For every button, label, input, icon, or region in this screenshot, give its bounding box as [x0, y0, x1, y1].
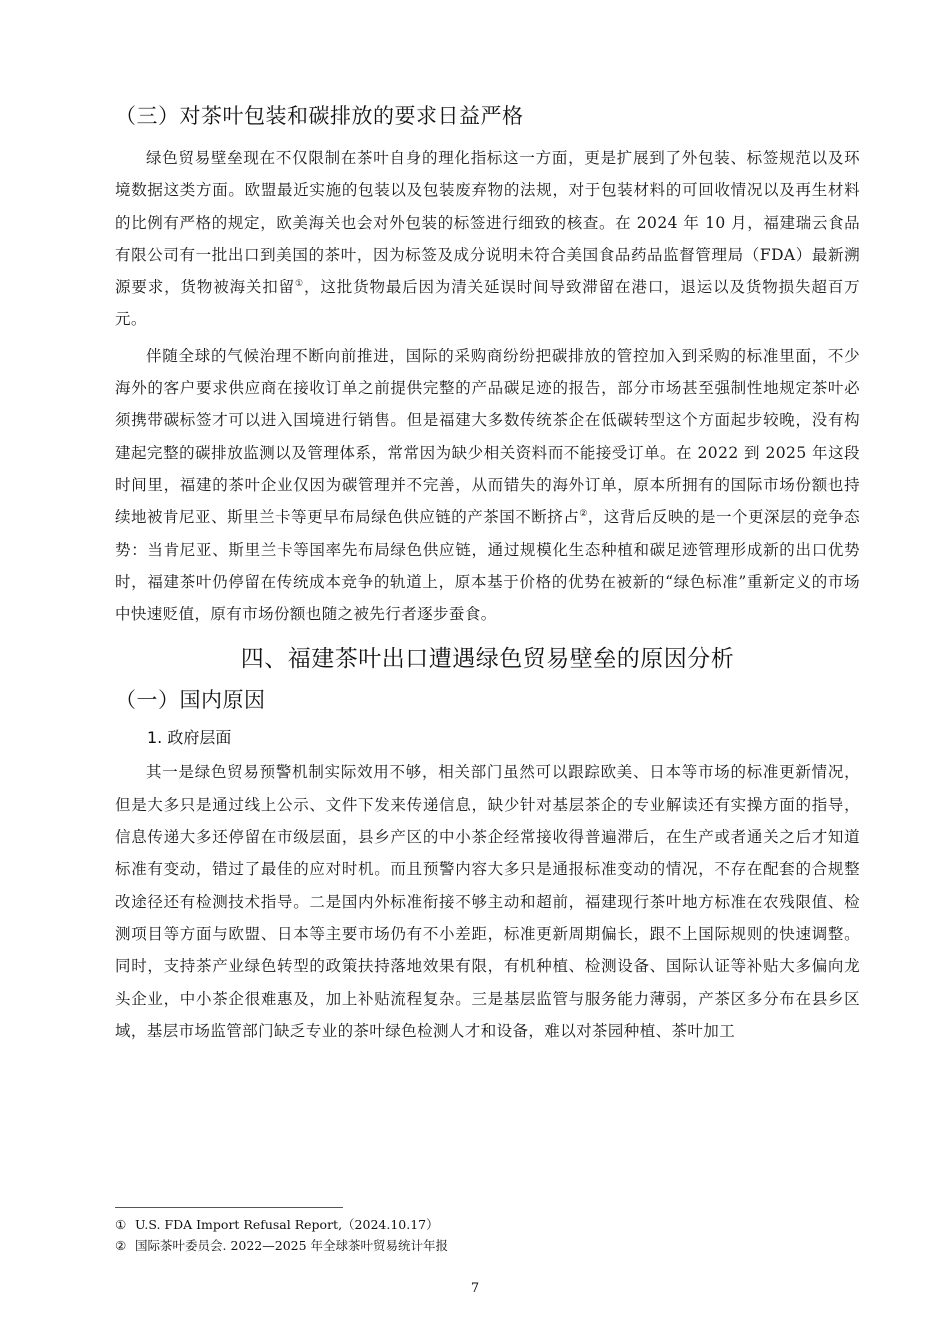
footnote-ref-2[interactable]: ②	[579, 509, 588, 520]
paragraph-packaging	[115, 142, 860, 336]
footnote-text: U.S. FDA Import Refusal Report,（2024.10.17）	[135, 1217, 439, 1232]
paragraph-text: ，这批货物最后因为清关延误时间导致滞留在港口，退运以及货物损失超百万元。	[115, 278, 860, 329]
footnote-marker: ②	[115, 1238, 127, 1253]
subsection-heading-3: （三）对茶叶包装和碳排放的要求日益严格	[115, 104, 524, 128]
page-number: 7	[470, 1281, 480, 1296]
footnotes	[115, 1214, 860, 1256]
footnote-2	[115, 1235, 860, 1256]
footnote-ref-1[interactable]: ①	[295, 279, 304, 290]
footnote-text: 国际茶叶委员会. 2022—2025 年全球茶叶贸易统计年报	[135, 1238, 449, 1253]
paragraph-text: ，这背后反映的是一个更深层的竞争态势：当肯尼亚、斯里兰卡等国率先布局绿色供应链，通过规模化生态种植和碳足迹管理形成新的出口优势时，福建茶叶仍停留在传统成本竞争的轨道上，原本基于价格的优势在被新的“绿色标准”重新定义的市场中快速贬值，原有市场份额也随之被先行者逐步蚕食。	[115, 508, 861, 624]
footnote-divider	[115, 1207, 343, 1208]
minor-heading-government: 1. 政府层面	[147, 728, 232, 748]
paragraph-carbon	[115, 340, 860, 631]
page-body	[115, 100, 860, 1047]
paragraph-government: 其一是绿色贸易预警机制实际效用不够，相关部门虽然可以跟踪欧美、日本等市场的标准更新情况，但是大多只是通过线上公示、文件下发来传递信息，缺少针对基层茶企的专业解读还有实操方面的指导，信息传递大多还停留在市级层面，县乡产区的中小茶企经常接收得普遍滞后，在生产或者通关之后才知道标准有变动，错过了最佳的应对时机。而且预警内容大多只是通报标准变动的情况，不存在配套的合规整改途径还有检测技术指导。二是国内外标准衔接不够主动和超前，福建现行茶叶地方标准在农残限值、检测项目等方面与欧盟、日本等主要市场仍有不小差距，标准更新周期偏长，跟不上国际规则的快速调整。同时，支持茶产业绿色转型的政策扶持落地效果有限，有机种植、检测设备、国际认证等补贴大多偏向龙头企业，中小茶企很难惠及，加上补贴流程复杂。三是基层监管与服务能力薄弱，产茶区多分布在县乡区域，基层市场监管部门缺乏专业的茶叶绿色检测人才和设备，难以对茶园种植、茶叶加工	[115, 763, 860, 1040]
footnote-marker: ①	[115, 1217, 127, 1232]
footnote-1	[115, 1214, 860, 1235]
paragraph-text: 绿色贸易壁垒现在不仅限制在茶叶自身的理化指标这一方面，更是扩展到了外包装、标签规范以及环境数据这类方面。欧盟最近实施的包装以及包装废弃物的法规，对于包装材料的可回收情况以及再生材料的比例有严格的规定，欧美海关也会对外包装的标签进行细致的核查。在 2024 年 10 月，福建瑞云食品有限公司有一批出口到美国的茶叶，因为标签及成分说明未符合美国食品药品监督管理局（FDA）最新溯源要求，货物被海关扣留	[115, 149, 860, 297]
subsection-heading-domestic: （一）国内原因	[115, 688, 266, 713]
section-heading-4: 四、福建茶叶出口遭遇绿色贸易壁垒的原因分析	[240, 646, 735, 673]
paragraph-text: 伴随全球的气候治理不断向前推进，国际的采购商纷纷把碳排放的管控加入到采购的标准里面，不少海外的客户要求供应商在接收订单之前提供完整的产品碳足迹的报告，部分市场甚至强制性地规定茶叶必须携带碳标签才可以进入国境进行销售。但是福建大多数传统茶企在低碳转型这个方面起步较晚，没有构建起完整的碳排放监测以及管理体系，常常因为缺少相关资料而不能接受订单。在 2022 到 2025 年这段时间里，福建的茶叶企业仅因为碳管理并不完善，从而错失的海外订单，原本所拥有的国际市场份额也持续地被肯尼亚、斯里兰卡等更早布局绿色供应链的产茶国不断挤占	[115, 346, 860, 527]
